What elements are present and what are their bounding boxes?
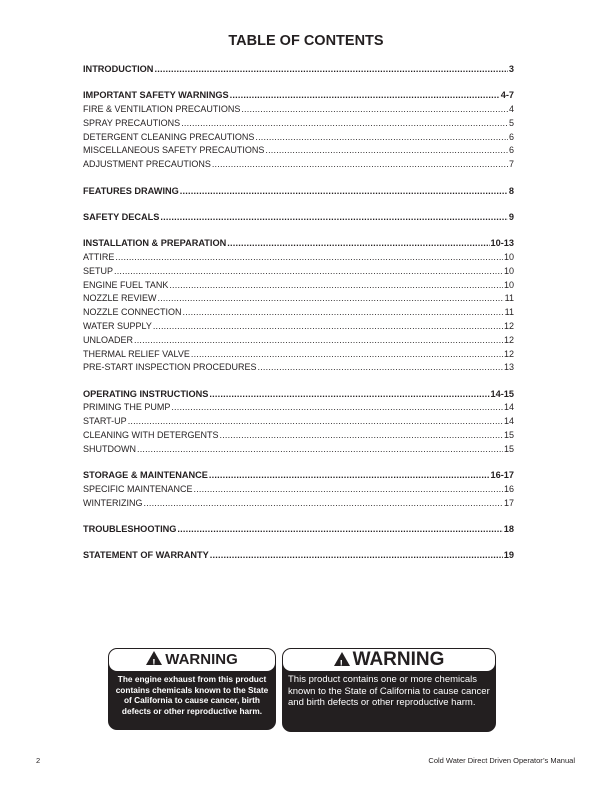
dot-leader bbox=[180, 185, 508, 199]
toc-entry[interactable] bbox=[83, 131, 514, 145]
toc-section-heading[interactable] bbox=[83, 469, 514, 483]
toc-section-heading[interactable] bbox=[83, 523, 514, 537]
dot-leader bbox=[230, 89, 500, 103]
toc-label: SPRAY PRECAUTIONS bbox=[83, 117, 181, 128]
toc-section bbox=[83, 63, 514, 77]
dot-leader bbox=[171, 401, 503, 415]
toc-label: PRE-START INSPECTION PROCEDURES bbox=[83, 362, 257, 373]
toc-page-number: 11 bbox=[504, 293, 514, 304]
toc-entry[interactable] bbox=[83, 306, 514, 320]
toc-entry[interactable] bbox=[83, 144, 514, 158]
toc-label: UNLOADER bbox=[83, 334, 134, 345]
toc-page-number: 13 bbox=[503, 362, 514, 373]
toc-label: ENGINE FUEL TANK bbox=[83, 279, 169, 290]
toc-entry[interactable] bbox=[83, 158, 514, 172]
toc-section bbox=[83, 185, 514, 199]
toc-section bbox=[83, 523, 514, 537]
toc-label: WINTERIZING bbox=[83, 497, 143, 508]
toc-label: DETERGENT CLEANING PRECAUTIONS bbox=[83, 131, 255, 142]
toc-page-number: 18 bbox=[503, 524, 514, 535]
dot-leader bbox=[220, 429, 503, 443]
toc-label: TROUBLESHOOTING bbox=[83, 524, 177, 535]
toc-entry[interactable] bbox=[83, 292, 514, 306]
dot-leader bbox=[115, 251, 503, 265]
toc-page-number: 3 bbox=[508, 64, 514, 74]
toc-label: ATTIRE bbox=[83, 251, 115, 262]
dot-leader bbox=[114, 265, 503, 279]
toc-page-number: 7 bbox=[508, 159, 514, 170]
toc-label: SHUTDOWN bbox=[83, 443, 136, 454]
dot-leader bbox=[181, 117, 508, 131]
toc-label: CLEANING WITH DETERGENTS bbox=[83, 430, 219, 441]
toc-label: OPERATING INSTRUCTIONS bbox=[83, 388, 209, 399]
toc-label: WATER SUPPLY bbox=[83, 320, 152, 331]
dot-leader bbox=[227, 237, 489, 251]
toc-entry[interactable] bbox=[83, 348, 514, 362]
toc-label: START-UP bbox=[83, 416, 127, 427]
chemicals-warning-label bbox=[282, 648, 496, 732]
toc-page-number: 10 bbox=[503, 279, 514, 290]
toc-page-number: 8 bbox=[508, 185, 514, 196]
dot-leader bbox=[169, 279, 503, 293]
toc-page-number: 14 bbox=[503, 416, 514, 427]
dot-leader bbox=[194, 483, 503, 497]
toc-page-number: 4-7 bbox=[500, 90, 514, 101]
toc-label: SETUP bbox=[83, 265, 114, 276]
dot-leader bbox=[153, 320, 503, 334]
dot-leader bbox=[183, 306, 504, 320]
toc-page-number: 5 bbox=[508, 117, 514, 128]
warning-text: The engine exhaust from this product contains chemicals known to the State of California to cause cancer, birth defects or other reproductive harm. bbox=[115, 674, 269, 716]
dot-leader bbox=[128, 415, 503, 429]
toc-entry[interactable] bbox=[83, 483, 514, 497]
toc-entry[interactable] bbox=[83, 320, 514, 334]
warning-heading: WARNING bbox=[165, 651, 238, 668]
toc-page-number: 16-17 bbox=[490, 470, 514, 481]
engine-exhaust-warning-label bbox=[108, 648, 276, 730]
page-title: TABLE OF CONTENTS bbox=[228, 33, 384, 49]
dot-leader bbox=[177, 523, 502, 537]
toc-entry[interactable] bbox=[83, 361, 514, 375]
toc-page-number: 14-15 bbox=[490, 388, 514, 399]
warning-text: This product contains one or more chemicals known to the State of California to cause cancer and birth defects or other reproductive harm. bbox=[288, 674, 490, 708]
dot-leader bbox=[134, 334, 503, 348]
toc-section bbox=[83, 388, 514, 457]
table-of-contents bbox=[83, 63, 514, 576]
toc-page-number: 16 bbox=[503, 483, 514, 494]
toc-page-number: 10-13 bbox=[490, 238, 514, 249]
toc-label: STORAGE & MAINTENANCE bbox=[83, 470, 208, 481]
toc-label: SAFETY DECALS bbox=[83, 211, 160, 222]
toc-label: FIRE & VENTILATION PRECAUTIONS bbox=[83, 104, 241, 115]
toc-entry[interactable] bbox=[83, 265, 514, 279]
toc-entry[interactable] bbox=[83, 251, 514, 265]
toc-page-number: 11 bbox=[504, 307, 514, 318]
dot-leader bbox=[137, 443, 503, 457]
toc-page-number: 6 bbox=[508, 145, 514, 156]
toc-label: STATEMENT OF WARRANTY bbox=[83, 550, 209, 561]
dot-leader bbox=[258, 361, 503, 375]
toc-page-number: 6 bbox=[508, 131, 514, 142]
toc-page-number: 14 bbox=[503, 402, 514, 413]
toc-page-number: 19 bbox=[503, 550, 514, 561]
toc-section-heading[interactable] bbox=[83, 185, 514, 199]
toc-entry[interactable] bbox=[83, 415, 514, 429]
toc-label: NOZZLE REVIEW bbox=[83, 293, 157, 304]
toc-section bbox=[83, 89, 514, 172]
toc-section bbox=[83, 211, 514, 225]
toc-section-heading[interactable] bbox=[83, 211, 514, 225]
page-number: 2 bbox=[36, 756, 41, 765]
toc-page-number: 12 bbox=[503, 334, 514, 345]
dot-leader bbox=[158, 292, 504, 306]
dot-leader bbox=[255, 131, 508, 145]
toc-section-heading[interactable] bbox=[83, 63, 514, 77]
manual-title: Cold Water Direct Driven Operator’s Manual bbox=[428, 756, 575, 765]
dot-leader bbox=[144, 497, 503, 511]
toc-entry[interactable] bbox=[83, 497, 514, 511]
warning-heading: WARNING bbox=[352, 649, 445, 670]
toc-section bbox=[83, 237, 514, 375]
toc-label: IMPORTANT SAFETY WARNINGS bbox=[83, 90, 229, 101]
toc-section bbox=[83, 549, 514, 563]
toc-label: FEATURES DRAWING bbox=[83, 185, 179, 196]
toc-entry[interactable] bbox=[83, 429, 514, 443]
toc-page-number: 15 bbox=[503, 430, 514, 441]
toc-page-number: 10 bbox=[503, 265, 514, 276]
toc-page-number: 10 bbox=[503, 251, 514, 262]
dot-leader bbox=[265, 144, 508, 158]
toc-label: THERMAL RELIEF VALVE bbox=[83, 348, 190, 359]
toc-section-heading[interactable] bbox=[83, 388, 514, 402]
dot-leader bbox=[212, 158, 508, 172]
toc-label: MISCELLANEOUS SAFETY PRECAUTIONS bbox=[83, 145, 265, 156]
dot-leader bbox=[209, 388, 489, 402]
toc-page-number: 12 bbox=[503, 320, 514, 331]
toc-page-number: 17 bbox=[503, 497, 514, 508]
toc-label: ADJUSTMENT PRECAUTIONS bbox=[83, 159, 211, 170]
dot-leader bbox=[191, 348, 503, 362]
toc-section-heading[interactable] bbox=[83, 549, 514, 563]
dot-leader bbox=[160, 211, 507, 225]
toc-entry[interactable] bbox=[83, 443, 514, 457]
toc-page-number: 15 bbox=[503, 443, 514, 454]
warning-triangle-icon bbox=[146, 651, 162, 665]
toc-entry[interactable] bbox=[83, 103, 514, 117]
toc-label: NOZZLE CONNECTION bbox=[83, 307, 182, 318]
toc-entry[interactable] bbox=[83, 279, 514, 293]
toc-page-number: 4 bbox=[508, 104, 514, 115]
toc-label: SPECIFIC MAINTENANCE bbox=[83, 483, 193, 494]
toc-label: INSTALLATION & PREPARATION bbox=[83, 238, 227, 249]
dot-leader bbox=[241, 103, 508, 117]
dot-leader bbox=[209, 469, 490, 483]
toc-page-number: 9 bbox=[508, 211, 514, 222]
toc-label: INTRODUCTION bbox=[83, 64, 154, 74]
toc-section-heading[interactable] bbox=[83, 89, 514, 103]
toc-page-number: 12 bbox=[503, 348, 514, 359]
toc-label: PRIMING THE PUMP bbox=[83, 402, 171, 413]
toc-entry[interactable] bbox=[83, 117, 514, 131]
dot-leader bbox=[210, 549, 503, 563]
dot-leader bbox=[154, 63, 507, 77]
toc-entry[interactable] bbox=[83, 401, 514, 415]
toc-entry[interactable] bbox=[83, 334, 514, 348]
toc-section bbox=[83, 469, 514, 510]
warning-triangle-icon bbox=[334, 652, 350, 666]
toc-section-heading[interactable] bbox=[83, 237, 514, 251]
